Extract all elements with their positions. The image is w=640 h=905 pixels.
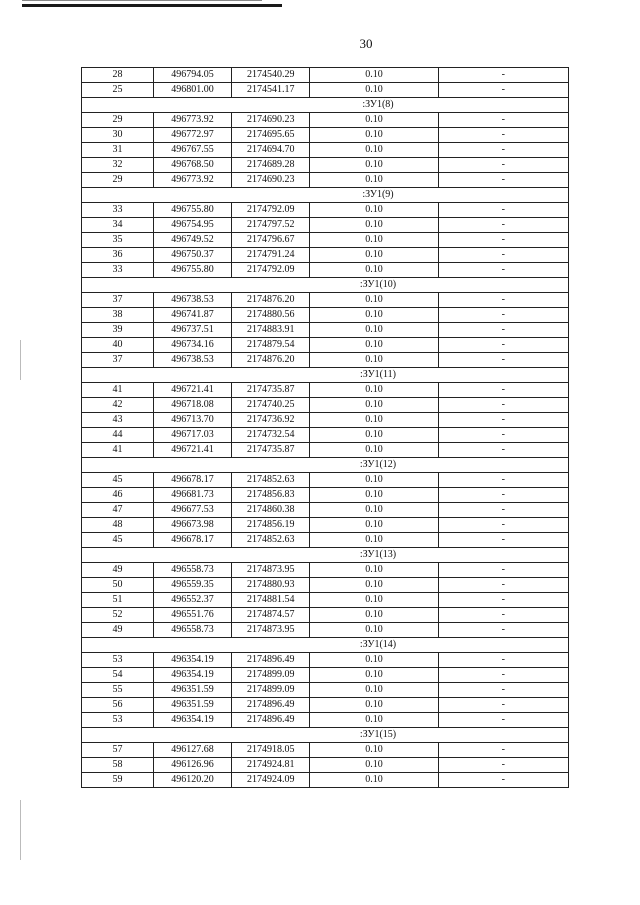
x-coordinate-cell: 496120.20: [153, 773, 231, 788]
note-cell: -: [438, 338, 568, 353]
note-cell: -: [438, 383, 568, 398]
tolerance-cell: 0.10: [310, 653, 438, 668]
y-coordinate-cell: 2174792.09: [232, 263, 310, 278]
x-coordinate-cell: 496551.76: [153, 608, 231, 623]
x-coordinate-cell: 496749.52: [153, 233, 231, 248]
tolerance-cell: 0.10: [310, 608, 438, 623]
point-number-cell: 48: [82, 518, 154, 533]
note-cell: -: [438, 533, 568, 548]
point-number-cell: 32: [82, 158, 154, 173]
tolerance-cell: 0.10: [310, 218, 438, 233]
y-coordinate-cell: 2174924.09: [232, 773, 310, 788]
table-row: [82, 428, 569, 443]
point-number-cell: 59: [82, 773, 154, 788]
y-coordinate-cell: 2174797.52: [232, 218, 310, 233]
y-coordinate-cell: 2174735.87: [232, 383, 310, 398]
table-row: [82, 758, 569, 773]
note-cell: -: [438, 668, 568, 683]
section-label: :ЗУ1(10): [82, 278, 569, 293]
note-cell: -: [438, 473, 568, 488]
scan-edge-bar: [22, 4, 282, 7]
x-coordinate-cell: 496677.53: [153, 503, 231, 518]
table-row: [82, 668, 569, 683]
point-number-cell: 56: [82, 698, 154, 713]
y-coordinate-cell: 2174856.19: [232, 518, 310, 533]
tolerance-cell: 0.10: [310, 83, 438, 98]
tolerance-cell: 0.10: [310, 263, 438, 278]
tolerance-cell: 0.10: [310, 308, 438, 323]
x-coordinate-cell: 496801.00: [153, 83, 231, 98]
table-row: [82, 128, 569, 143]
note-cell: -: [438, 353, 568, 368]
x-coordinate-cell: 496354.19: [153, 713, 231, 728]
table-row: [82, 593, 569, 608]
section-label: :ЗУ1(12): [82, 458, 569, 473]
x-coordinate-cell: 496741.87: [153, 308, 231, 323]
tolerance-cell: 0.10: [310, 323, 438, 338]
note-cell: -: [438, 518, 568, 533]
table-row: [82, 773, 569, 788]
y-coordinate-cell: 2174791.24: [232, 248, 310, 263]
x-coordinate-cell: 496737.51: [153, 323, 231, 338]
y-coordinate-cell: 2174694.70: [232, 143, 310, 158]
y-coordinate-cell: 2174918.05: [232, 743, 310, 758]
table-row: [82, 293, 569, 308]
scan-speck: [20, 800, 21, 860]
tolerance-cell: 0.10: [310, 503, 438, 518]
table-row: [82, 698, 569, 713]
x-coordinate-cell: 496717.03: [153, 428, 231, 443]
x-coordinate-cell: 496794.05: [153, 68, 231, 83]
y-coordinate-cell: 2174796.67: [232, 233, 310, 248]
point-number-cell: 45: [82, 533, 154, 548]
note-cell: -: [438, 503, 568, 518]
x-coordinate-cell: 496721.41: [153, 383, 231, 398]
note-cell: -: [438, 173, 568, 188]
point-number-cell: 43: [82, 413, 154, 428]
point-number-cell: 49: [82, 623, 154, 638]
tolerance-cell: 0.10: [310, 743, 438, 758]
y-coordinate-cell: 2174876.20: [232, 293, 310, 308]
y-coordinate-cell: 2174873.95: [232, 563, 310, 578]
y-coordinate-cell: 2174879.54: [232, 338, 310, 353]
y-coordinate-cell: 2174736.92: [232, 413, 310, 428]
table-row: [82, 218, 569, 233]
point-number-cell: 38: [82, 308, 154, 323]
tolerance-cell: 0.10: [310, 203, 438, 218]
note-cell: -: [438, 398, 568, 413]
tolerance-cell: 0.10: [310, 293, 438, 308]
tolerance-cell: 0.10: [310, 143, 438, 158]
point-number-cell: 37: [82, 353, 154, 368]
y-coordinate-cell: 2174856.83: [232, 488, 310, 503]
table-row: [82, 743, 569, 758]
point-number-cell: 37: [82, 293, 154, 308]
note-cell: -: [438, 623, 568, 638]
y-coordinate-cell: 2174876.20: [232, 353, 310, 368]
x-coordinate-cell: 496738.53: [153, 353, 231, 368]
point-number-cell: 40: [82, 338, 154, 353]
tolerance-cell: 0.10: [310, 773, 438, 788]
point-number-cell: 45: [82, 473, 154, 488]
note-cell: -: [438, 758, 568, 773]
point-number-cell: 41: [82, 383, 154, 398]
point-number-cell: 28: [82, 68, 154, 83]
note-cell: -: [438, 713, 568, 728]
note-cell: -: [438, 248, 568, 263]
table-row: [82, 308, 569, 323]
x-coordinate-cell: 496767.55: [153, 143, 231, 158]
y-coordinate-cell: 2174880.93: [232, 578, 310, 593]
y-coordinate-cell: 2174792.09: [232, 203, 310, 218]
note-cell: -: [438, 68, 568, 83]
point-number-cell: 55: [82, 683, 154, 698]
tolerance-cell: 0.10: [310, 518, 438, 533]
point-number-cell: 33: [82, 263, 154, 278]
section-header-row: [82, 638, 569, 653]
y-coordinate-cell: 2174873.95: [232, 623, 310, 638]
point-number-cell: 53: [82, 713, 154, 728]
tolerance-cell: 0.10: [310, 473, 438, 488]
table-row: [82, 113, 569, 128]
point-number-cell: 50: [82, 578, 154, 593]
note-cell: -: [438, 488, 568, 503]
x-coordinate-cell: 496678.17: [153, 473, 231, 488]
y-coordinate-cell: 2174689.28: [232, 158, 310, 173]
section-label: :ЗУ1(13): [82, 548, 569, 563]
point-number-cell: 49: [82, 563, 154, 578]
y-coordinate-cell: 2174880.56: [232, 308, 310, 323]
point-number-cell: 29: [82, 173, 154, 188]
tolerance-cell: 0.10: [310, 158, 438, 173]
point-number-cell: 41: [82, 443, 154, 458]
note-cell: -: [438, 203, 568, 218]
tolerance-cell: 0.10: [310, 533, 438, 548]
y-coordinate-cell: 2174883.91: [232, 323, 310, 338]
table-row: [82, 443, 569, 458]
table-row: [82, 713, 569, 728]
x-coordinate-cell: 496750.37: [153, 248, 231, 263]
table-row: [82, 173, 569, 188]
y-coordinate-cell: 2174896.49: [232, 713, 310, 728]
tolerance-cell: 0.10: [310, 443, 438, 458]
note-cell: -: [438, 113, 568, 128]
note-cell: -: [438, 293, 568, 308]
note-cell: -: [438, 593, 568, 608]
table-row: [82, 653, 569, 668]
table-row: [82, 353, 569, 368]
tolerance-cell: 0.10: [310, 128, 438, 143]
section-label: :ЗУ1(11): [82, 368, 569, 383]
point-number-cell: 42: [82, 398, 154, 413]
note-cell: -: [438, 698, 568, 713]
scan-edge-line: [22, 0, 262, 1]
table-row: [82, 143, 569, 158]
x-coordinate-cell: 496354.19: [153, 653, 231, 668]
y-coordinate-cell: 2174540.29: [232, 68, 310, 83]
section-label: :ЗУ1(9): [82, 188, 569, 203]
tolerance-cell: 0.10: [310, 623, 438, 638]
tolerance-cell: 0.10: [310, 713, 438, 728]
section-header-row: [82, 188, 569, 203]
table-row: [82, 533, 569, 548]
point-number-cell: 44: [82, 428, 154, 443]
tolerance-cell: 0.10: [310, 578, 438, 593]
point-number-cell: 46: [82, 488, 154, 503]
x-coordinate-cell: 496351.59: [153, 698, 231, 713]
x-coordinate-cell: 496755.80: [153, 263, 231, 278]
point-number-cell: 25: [82, 83, 154, 98]
table-row: [82, 518, 569, 533]
tolerance-cell: 0.10: [310, 173, 438, 188]
tolerance-cell: 0.10: [310, 68, 438, 83]
x-coordinate-cell: 496734.16: [153, 338, 231, 353]
y-coordinate-cell: 2174740.25: [232, 398, 310, 413]
point-number-cell: 57: [82, 743, 154, 758]
table-row: [82, 83, 569, 98]
note-cell: -: [438, 683, 568, 698]
x-coordinate-cell: 496721.41: [153, 443, 231, 458]
table-row: [82, 683, 569, 698]
point-number-cell: 39: [82, 323, 154, 338]
x-coordinate-cell: 496126.96: [153, 758, 231, 773]
note-cell: -: [438, 443, 568, 458]
note-cell: -: [438, 128, 568, 143]
tolerance-cell: 0.10: [310, 113, 438, 128]
note-cell: -: [438, 773, 568, 788]
y-coordinate-cell: 2174541.17: [232, 83, 310, 98]
table-row: [82, 413, 569, 428]
table-row: [82, 488, 569, 503]
tolerance-cell: 0.10: [310, 383, 438, 398]
coordinates-table-wrap: [81, 67, 569, 788]
x-coordinate-cell: 496558.73: [153, 563, 231, 578]
note-cell: -: [438, 428, 568, 443]
x-coordinate-cell: 496127.68: [153, 743, 231, 758]
tolerance-cell: 0.10: [310, 248, 438, 263]
y-coordinate-cell: 2174899.09: [232, 668, 310, 683]
y-coordinate-cell: 2174732.54: [232, 428, 310, 443]
y-coordinate-cell: 2174924.81: [232, 758, 310, 773]
point-number-cell: 30: [82, 128, 154, 143]
x-coordinate-cell: 496773.92: [153, 113, 231, 128]
table-row: [82, 473, 569, 488]
y-coordinate-cell: 2174852.63: [232, 533, 310, 548]
tolerance-cell: 0.10: [310, 353, 438, 368]
y-coordinate-cell: 2174874.57: [232, 608, 310, 623]
point-number-cell: 52: [82, 608, 154, 623]
table-row: [82, 503, 569, 518]
x-coordinate-cell: 496351.59: [153, 683, 231, 698]
x-coordinate-cell: 496559.35: [153, 578, 231, 593]
section-label: :ЗУ1(14): [82, 638, 569, 653]
table-row: [82, 383, 569, 398]
y-coordinate-cell: 2174896.49: [232, 698, 310, 713]
section-header-row: [82, 548, 569, 563]
point-number-cell: 54: [82, 668, 154, 683]
point-number-cell: 34: [82, 218, 154, 233]
tolerance-cell: 0.10: [310, 758, 438, 773]
y-coordinate-cell: 2174735.87: [232, 443, 310, 458]
tolerance-cell: 0.10: [310, 398, 438, 413]
tolerance-cell: 0.10: [310, 338, 438, 353]
table-row: [82, 323, 569, 338]
point-number-cell: 53: [82, 653, 154, 668]
x-coordinate-cell: 496678.17: [153, 533, 231, 548]
y-coordinate-cell: 2174690.23: [232, 173, 310, 188]
x-coordinate-cell: 496755.80: [153, 203, 231, 218]
x-coordinate-cell: 496768.50: [153, 158, 231, 173]
tolerance-cell: 0.10: [310, 488, 438, 503]
section-label: :ЗУ1(8): [82, 98, 569, 113]
point-number-cell: 31: [82, 143, 154, 158]
y-coordinate-cell: 2174852.63: [232, 473, 310, 488]
tolerance-cell: 0.10: [310, 233, 438, 248]
note-cell: -: [438, 608, 568, 623]
tolerance-cell: 0.10: [310, 698, 438, 713]
point-number-cell: 29: [82, 113, 154, 128]
tolerance-cell: 0.10: [310, 413, 438, 428]
point-number-cell: 33: [82, 203, 154, 218]
table-row: [82, 578, 569, 593]
table-row: [82, 263, 569, 278]
x-coordinate-cell: 496718.08: [153, 398, 231, 413]
coordinates-table: [81, 67, 569, 788]
tolerance-cell: 0.10: [310, 428, 438, 443]
section-header-row: [82, 458, 569, 473]
table-row: [82, 233, 569, 248]
section-header-row: [82, 278, 569, 293]
table-row: [82, 203, 569, 218]
note-cell: -: [438, 218, 568, 233]
scan-speck: [20, 340, 21, 380]
point-number-cell: 35: [82, 233, 154, 248]
note-cell: -: [438, 158, 568, 173]
section-header-row: [82, 98, 569, 113]
note-cell: -: [438, 83, 568, 98]
note-cell: -: [438, 653, 568, 668]
page-number: 30: [359, 36, 373, 51]
x-coordinate-cell: 496772.97: [153, 128, 231, 143]
y-coordinate-cell: 2174881.54: [232, 593, 310, 608]
tolerance-cell: 0.10: [310, 683, 438, 698]
table-row: [82, 563, 569, 578]
note-cell: -: [438, 743, 568, 758]
point-number-cell: 36: [82, 248, 154, 263]
point-number-cell: 47: [82, 503, 154, 518]
table-row: [82, 248, 569, 263]
point-number-cell: 58: [82, 758, 154, 773]
x-coordinate-cell: 496738.53: [153, 293, 231, 308]
x-coordinate-cell: 496754.95: [153, 218, 231, 233]
y-coordinate-cell: 2174860.38: [232, 503, 310, 518]
note-cell: -: [438, 323, 568, 338]
y-coordinate-cell: 2174899.09: [232, 683, 310, 698]
tolerance-cell: 0.10: [310, 593, 438, 608]
tolerance-cell: 0.10: [310, 668, 438, 683]
y-coordinate-cell: 2174896.49: [232, 653, 310, 668]
table-row: [82, 158, 569, 173]
note-cell: -: [438, 308, 568, 323]
note-cell: -: [438, 563, 568, 578]
point-number-cell: 51: [82, 593, 154, 608]
x-coordinate-cell: 496552.37: [153, 593, 231, 608]
y-coordinate-cell: 2174690.23: [232, 113, 310, 128]
x-coordinate-cell: 496773.92: [153, 173, 231, 188]
x-coordinate-cell: 496713.70: [153, 413, 231, 428]
note-cell: -: [438, 233, 568, 248]
table-row: [82, 623, 569, 638]
y-coordinate-cell: 2174695.65: [232, 128, 310, 143]
section-label: :ЗУ1(15): [82, 728, 569, 743]
section-header-row: [82, 728, 569, 743]
table-row: [82, 608, 569, 623]
note-cell: -: [438, 413, 568, 428]
note-cell: -: [438, 578, 568, 593]
note-cell: -: [438, 263, 568, 278]
x-coordinate-cell: 496681.73: [153, 488, 231, 503]
note-cell: -: [438, 143, 568, 158]
tolerance-cell: 0.10: [310, 563, 438, 578]
table-row: [82, 338, 569, 353]
x-coordinate-cell: 496673.98: [153, 518, 231, 533]
x-coordinate-cell: 496558.73: [153, 623, 231, 638]
table-row: [82, 68, 569, 83]
table-row: [82, 398, 569, 413]
x-coordinate-cell: 496354.19: [153, 668, 231, 683]
section-header-row: [82, 368, 569, 383]
